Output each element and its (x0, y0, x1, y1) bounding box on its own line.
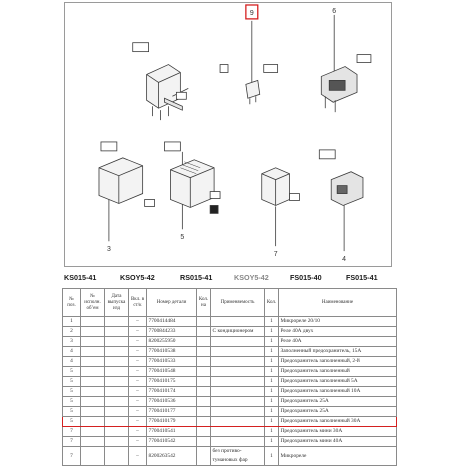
table-cell: 5 (63, 397, 81, 407)
table-row (63, 357, 397, 367)
table-cell (197, 327, 211, 337)
table-row (63, 447, 397, 466)
callout-number: 4 (342, 256, 347, 264)
table-cell (197, 417, 211, 427)
table-cell (105, 357, 129, 367)
table-cell: без противо- тумановых фар (211, 447, 265, 466)
table-cell: – (129, 337, 147, 347)
table-cell: С кондиционером (211, 327, 265, 337)
table-cell: – (129, 327, 147, 337)
part-tag (290, 194, 300, 201)
col-header: № исполн. об’ем (81, 289, 105, 317)
part-tag (357, 55, 371, 63)
maxi-fuse (321, 67, 357, 113)
model-code-strip (62, 270, 396, 286)
table-cell: 1 (265, 337, 279, 347)
col-header: Кол. (265, 289, 279, 317)
table-cell (211, 397, 265, 407)
table-cell: – (129, 417, 147, 427)
table-cell (211, 347, 265, 357)
table-cell: 1 (265, 347, 279, 357)
table-cell: – (129, 367, 147, 377)
table-row (63, 417, 397, 427)
table-cell: 1 (265, 437, 279, 447)
part-tag (164, 142, 180, 151)
table-cell (81, 447, 105, 466)
cartridge-fuse (331, 172, 363, 206)
table-cell: 2 (63, 327, 81, 337)
table-cell: 7700410548 (147, 367, 197, 377)
table-cell: 1 (265, 357, 279, 367)
table-row (63, 437, 397, 447)
table-cell: Микрореле 20/10 (279, 317, 397, 327)
table-cell: Предохранитель заполненный 10А (279, 387, 397, 397)
table-cell: – (129, 387, 147, 397)
callout-number: 9 (249, 9, 254, 17)
table-cell: 1 (265, 447, 279, 466)
col-header: Наименование (279, 289, 397, 317)
table-cell: 1 (265, 377, 279, 387)
table-cell: 7700410541 (147, 427, 197, 437)
relay-fuse-illustration (65, 3, 391, 266)
col-header: Применяемость (211, 289, 265, 317)
col-header: Номер детали (147, 289, 197, 317)
table-cell: 7700410177 (147, 407, 197, 417)
table-cell: Заполненный предохранитель, 15А (279, 347, 397, 357)
callout-number: 6 (332, 7, 337, 15)
table-cell (81, 407, 105, 417)
table-cell: 3 (63, 337, 81, 347)
part-tag (319, 150, 335, 159)
table-cell (211, 337, 265, 347)
table-cell: 7700410538 (147, 347, 197, 357)
table-cell: 8200255950 (147, 337, 197, 347)
table-row (63, 387, 397, 397)
table-cell: Предохранитель заполненный, 2-й (279, 357, 397, 367)
table-cell: 4 (63, 347, 81, 357)
table-cell (211, 387, 265, 397)
table-cell: 7700410174 (147, 387, 197, 397)
table-cell: 5 (63, 417, 81, 427)
table-cell: 7 (63, 447, 81, 466)
table-cell: 7 (63, 427, 81, 437)
table-row (63, 317, 397, 327)
table-cell (211, 377, 265, 387)
table-cell: Предохранитель заполненный (279, 367, 397, 377)
relay-bottom-middle (170, 160, 214, 208)
table-cell: 1 (265, 407, 279, 417)
table-cell (81, 337, 105, 347)
table-cell (197, 427, 211, 437)
table-cell: Предохранитель 25А (279, 407, 397, 417)
table-cell (81, 387, 105, 397)
table-cell (81, 377, 105, 387)
table-cell (105, 437, 129, 447)
mini-fuse (246, 80, 260, 104)
table-cell (197, 387, 211, 397)
table-cell (197, 357, 211, 367)
table-cell: Реле 40А (279, 337, 397, 347)
table-row (63, 377, 397, 387)
table-row (63, 337, 397, 347)
relay-bottom-right (262, 168, 290, 206)
table-cell (197, 317, 211, 327)
table-cell (211, 427, 265, 437)
model-code: RS015-41 (180, 273, 213, 282)
table-cell (105, 327, 129, 337)
col-header: Дата выпуска изд (105, 289, 129, 317)
exploded-parts-diagram (64, 2, 392, 267)
table-cell (105, 367, 129, 377)
table-cell (197, 367, 211, 377)
table-cell (105, 347, 129, 357)
table-cell: Предохранитель 25А (279, 397, 397, 407)
table-cell (105, 447, 129, 466)
callout-number: 7 (273, 251, 278, 259)
table-cell: 5 (63, 377, 81, 387)
table-cell (105, 427, 129, 437)
table-cell: 7700410175 (147, 377, 197, 387)
table-cell: – (129, 407, 147, 417)
table-cell: Микрореле (279, 447, 397, 466)
table-cell (211, 367, 265, 377)
table-cell (197, 347, 211, 357)
table-cell: Предохранитель заполненный 5А (279, 377, 397, 387)
table-cell: 7700410542 (147, 437, 197, 447)
parts-table (62, 288, 397, 466)
table-cell: 7700410533 (147, 357, 197, 367)
model-code: KSOY5-42 (234, 273, 269, 282)
table-cell (105, 407, 129, 417)
col-header: № поз. (63, 289, 81, 317)
table-cell (105, 397, 129, 407)
part-tag (101, 142, 117, 151)
table-cell: 1 (63, 317, 81, 327)
table-cell (197, 447, 211, 466)
callout-number: 5 (180, 234, 185, 242)
table-cell: 1 (265, 417, 279, 427)
table-cell (105, 337, 129, 347)
model-code: KSOY5-42 (120, 273, 155, 282)
table-body (63, 317, 397, 466)
table-row (63, 407, 397, 417)
table-cell: 1 (265, 367, 279, 377)
table-cell (197, 377, 211, 387)
table-cell (211, 317, 265, 327)
table-cell: 5 (63, 387, 81, 397)
table-cell: 7700410179 (147, 417, 197, 427)
table-cell: Предохранитель заполненный 30А (279, 417, 397, 427)
table-row (63, 427, 397, 437)
table-cell: Реле 40А двух (279, 327, 397, 337)
table-cell: – (129, 347, 147, 357)
relay-bottom-left (99, 158, 143, 204)
table-cell: 4 (63, 357, 81, 367)
table-cell: – (129, 317, 147, 327)
table-cell (105, 387, 129, 397)
model-code: KS015-41 (64, 273, 97, 282)
table-cell (211, 407, 265, 417)
table-cell: – (129, 437, 147, 447)
table-cell: 1 (265, 427, 279, 437)
table-cell: 1 (265, 327, 279, 337)
table-cell: 1 (265, 397, 279, 407)
table-cell (197, 337, 211, 347)
part-tag (133, 43, 149, 52)
table-cell (211, 357, 265, 367)
table-cell: 8200263542 (147, 447, 197, 466)
part-tag (264, 65, 278, 73)
table-cell (105, 417, 129, 427)
table-cell: 7700414484 (147, 317, 197, 327)
table-cell (81, 357, 105, 367)
table-cell: Предохранитель мини 30А (279, 427, 397, 437)
parts-sheet (62, 270, 396, 463)
table-cell (197, 397, 211, 407)
table-cell (105, 317, 129, 327)
table-row (63, 397, 397, 407)
model-code: FS015-40 (290, 273, 322, 282)
table-cell (81, 437, 105, 447)
table-cell (105, 377, 129, 387)
table-cell: – (129, 377, 147, 387)
table-cell: 7700410536 (147, 397, 197, 407)
table-cell (81, 427, 105, 437)
col-header: Вкл. в ст/к (129, 289, 147, 317)
table-cell (81, 317, 105, 327)
table-cell (81, 417, 105, 427)
table-cell (81, 397, 105, 407)
table-cell: 1 (265, 387, 279, 397)
table-cell: 7700844233 (147, 327, 197, 337)
table-cell (211, 437, 265, 447)
table-row (63, 347, 397, 357)
table-cell: 7 (63, 437, 81, 447)
table-cell (197, 437, 211, 447)
table-cell (81, 347, 105, 357)
col-header: Кол. на (197, 289, 211, 317)
table-row (63, 367, 397, 377)
table-cell: – (129, 427, 147, 437)
table-cell: – (129, 397, 147, 407)
table-cell: 5 (63, 367, 81, 377)
table-cell (197, 407, 211, 417)
table-cell: – (129, 357, 147, 367)
model-code: FS015-41 (346, 273, 378, 282)
table-row (63, 327, 397, 337)
callout-number: 3 (106, 246, 111, 254)
table-cell (81, 367, 105, 377)
table-cell (211, 417, 265, 427)
table-cell: 1 (265, 317, 279, 327)
table-header-row (63, 289, 397, 317)
table-cell: 5 (63, 407, 81, 417)
table-cell: Предохранитель мини 40А (279, 437, 397, 447)
table-cell (81, 327, 105, 337)
table-cell: – (129, 447, 147, 466)
